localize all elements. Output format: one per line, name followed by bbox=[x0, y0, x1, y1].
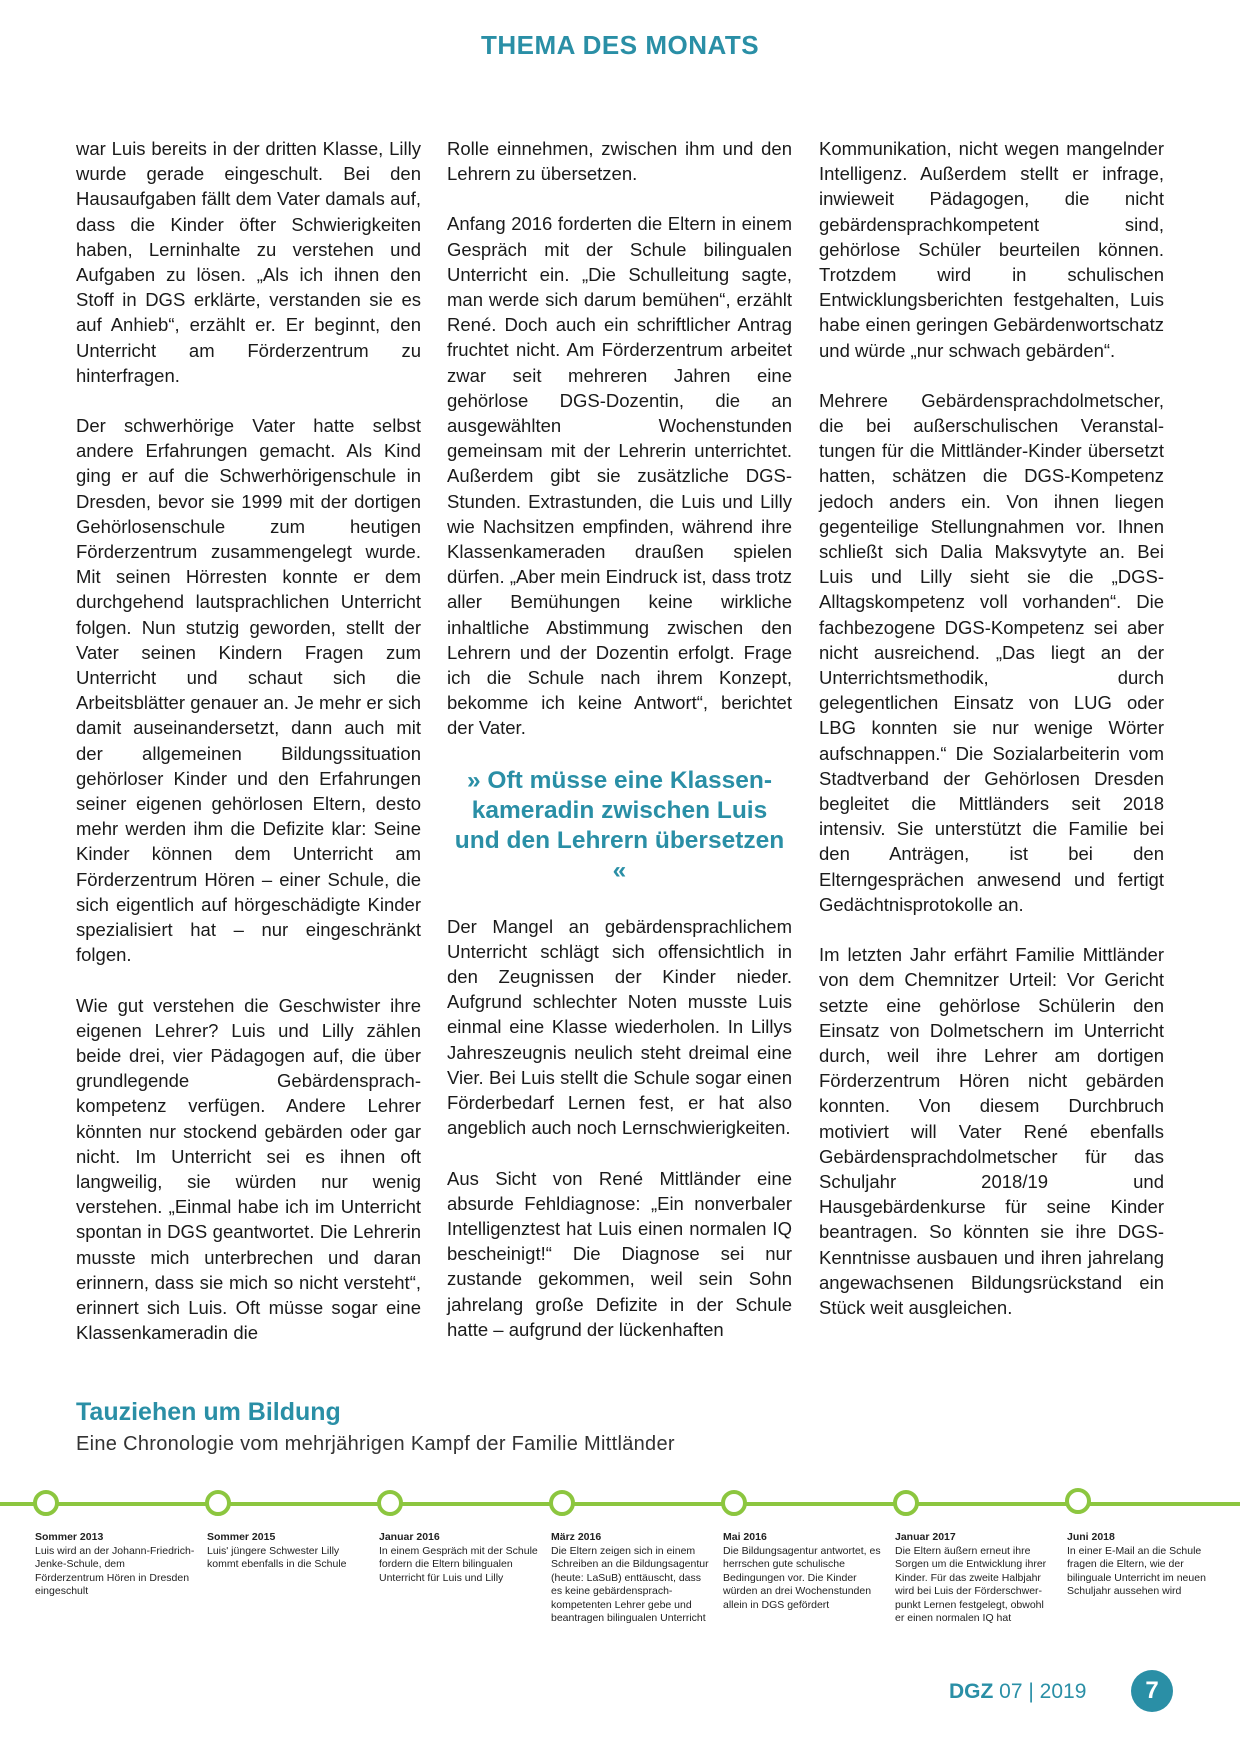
timeline-dot bbox=[33, 1490, 59, 1516]
paragraph: war Luis bereits in der dritten Klasse, Lilly wurde gerade eingeschult. Bei den Hausaufgaben fällt dem Vater damals auf, dass die Kinder öfter Schwierigkeiten haben, Lerninhalte zu verstehen und Aufgaben zu lösen. „Als ich ihnen den Stoff in DGS erklärte, verstanden sie es auf Anhieb“, erzählt er. Er beginnt, den Unterricht am Förderzentrum zu hinterfragen. bbox=[76, 138, 421, 386]
timeline-dot bbox=[721, 1490, 747, 1516]
paragraph: Im letzten Jahr erfährt Familie Mittländer von dem Chemnitzer Urteil: Vor Gericht setzte eine gehörlose Schülerin den Einsatz von Dolmetschern im Unterricht durch, weil ihre Lehrer am dortigen Förderzentrum Hören nicht gebärden konnten. Von diesem Durchbruch motiviert will Vater René ebenfalls Gebärdensprachdolmetscher für das Schuljahr 2018/19 und Hausgebärdenkurse für seine Kinder beantragen. So könnten sie ihre DGS-Kenntnisse ausbauen und ihren jahrelang angewachsenen Bildungsrückstand ein Stück weit ausgleichen. bbox=[819, 944, 1164, 1318]
paragraph: Mehrere Gebärdensprachdolmetscher, die bei außerschulischen Veranstal-tungen für die Mittländer-Kinder übersetzt hatten, schätzen die DGS-Kompetenz jedoch anders ein. Von ihnen liegen gegenteilige Stellungnahmen vor. Ihnen schließt sich Dalia Maksvytyte an. Bei Luis und Lilly sieht sie die „DGS-Alltagskompetenz voll vorhanden“. Die fachbezogene DGS-Kompetenz sei aber nicht ausreichend. „Das liegt an der Unterrichtsmethodik, durch gelegentlichen Einsatz von LUG oder LBG konnten sie nur wenige Wörter aufschnappen.“ Die Sozialarbeiterin vom Stadtverband der Gehörlosen Dresden begleitet die Mittländers seit 2018 intensiv. Sie unterstützt die Familie bei den Anträgen, ist bei den Elterngesprächen anwesend und fertigt Gedächtnisprotokolle an. bbox=[819, 389, 1164, 915]
timeline-item bbox=[35, 1531, 195, 1599]
column-3 bbox=[819, 136, 1164, 1345]
timeline-dot bbox=[1065, 1488, 1091, 1514]
timeline-item bbox=[1067, 1531, 1227, 1599]
timeline-date: Januar 2016 bbox=[379, 1531, 440, 1543]
timeline-dot bbox=[377, 1490, 403, 1516]
page-header: THEMA DES MONATS bbox=[480, 30, 760, 60]
paragraph: Kommunikation, nicht wegen mangelnder Intelligenz. Außerdem stellt er infrage, inwieweit Pädagogen, die nicht gebärdensprachkompetent sind, gehörlose Schüler beurteilen können. Trotzdem wird in schulischen Entwicklungsberichten festgehalten, Luis habe einen geringen Gebärdenwortschatz und würde „nur schwach gebärden“. bbox=[819, 138, 1164, 361]
timeline-item bbox=[895, 1531, 1055, 1626]
timeline-date: Sommer 2015 bbox=[207, 1531, 276, 1543]
footer-issue bbox=[949, 1680, 1086, 1704]
timeline-line bbox=[0, 1502, 1240, 1506]
paragraph: Der Mangel an gebärdensprachlichem Unterricht schlägt sich offensichtlich in den Zeugnissen der Kinder nieder. Aufgrund schlechter Noten musste Luis einmal eine Klasse wiederholen. In Lillys Jahreszeugnis neulich steht dreimal eine Vier. Bei Luis stellt die Schule sogar einen Förderbedarf Lernen fest, er hat also angeblich auch noch Lernschwierigkeiten. bbox=[447, 915, 792, 1139]
timeline-text: Die Eltern äußern erneut ihre Sorgen um die Entwicklung ihrer Kinder. Für das zweite Halbjahr wird bei Luis der Förderschwer-punkt Lernen festgelegt, obwohl er einen normalen IQ hat bbox=[895, 1544, 1047, 1624]
timeline-item bbox=[379, 1531, 539, 1585]
page-number: 7 bbox=[1131, 1670, 1173, 1712]
column-2 bbox=[447, 136, 792, 1367]
magazine-brand: DGZ bbox=[949, 1680, 994, 1703]
timeline-text: Luis' jüngere Schwester Lilly kommt ebenfalls in die Schule bbox=[207, 1544, 347, 1570]
timeline-text: Die Eltern zeigen sich in einem Schreiben an die Bildungsagentur (heute: LaSuB) enttäuscht, dass es keine gebärdensprach-kompetenten Lehrer gebe und beantragen bilingualen Unterricht bbox=[551, 1544, 709, 1624]
timeline-date: März 2016 bbox=[551, 1531, 602, 1543]
timeline-text: In einem Gespräch mit der Schule fordern die Eltern bilingualen Unterricht für Luis und Lilly bbox=[379, 1544, 538, 1584]
paragraph: Der schwerhörige Vater hatte selbst andere Erfahrungen gemacht. Als Kind ging er auf die Schwerhörigenschule in Dresden, bevor sie 1999 mit der dortigen Gehörlosenschule zum heutigen Förderzentrum zusammengelegt wurde. Mit seinen Hörresten konnte er dem durchgehend lautsprachlichen Unterricht folgen. Nun stutzig geworden, stellt der Vater seinen Kindern Fragen zum Unterricht und schaut sich die Arbeitsblätter genauer an. Je mehr er sich damit auseinandersetzt, dann auch mit der allgemeinen Bildungssituation gehörloser Kinder und den Erfahrungen seiner eigenen gehörlosen Eltern, desto mehr werden ihm die Defizite klar: Seine Kinder können dem Unterricht am Förderzentrum Hören – einer Schule, die sich eigentlich auf hörgeschädigte Kinder spezialisiert hat – nur eingeschränkt folgen. bbox=[76, 415, 421, 966]
timeline-item bbox=[723, 1531, 883, 1612]
timeline-text: Die Bildungsagentur antwortet, es herrschen gute schulische Bedingungen vor. Die Kinder würden an drei Wochenstunden allein in DGS gefördert bbox=[723, 1544, 881, 1611]
timeline-dot bbox=[893, 1490, 919, 1516]
paragraph: Anfang 2016 forderten die Eltern in einem Gespräch mit der Schule bilingualen Unterricht ein. „Die Schulleitung sagte, man werde sich darum bemühen“, erzählt René. Doch auch ein schriftlicher Antrag fruchtet nicht. Am Förderzentrum arbeitet zwar seit mehreren Jahren eine gehörlose DGS-Dozentin, die an ausgewählten Wochenstunden gemeinsam mit der Lehrerin unterrichtet. Außerdem gibt sie zusätzliche DGS-Stunden. Extrastunden, die Luis und Lilly wie Nachsitzen empfinden, während ihre Klassenkameraden draußen spielen dürfen. „Aber mein Eindruck ist, dass trotz aller Bemühungen keine wirkliche inhaltliche Abstimmung zwischen den Lehrern und der Dozentin erfolgt. Frage ich die Schule nach ihrem Konzept, bekomme ich keine Antwort“, berichtet der Vater. bbox=[447, 213, 792, 739]
timeline-dot bbox=[205, 1490, 231, 1516]
timeline-date: Juni 2018 bbox=[1067, 1531, 1115, 1543]
timeline-item bbox=[551, 1531, 711, 1626]
paragraph: Wie gut verstehen die Geschwister ihre eigenen Lehrer? Luis und Lilly zählen beide drei, vier Pädagogen auf, die über grundlegende Gebärdensprach-kompetenz verfügen. Andere Lehrer könnten nur stockend gebärden oder gar nicht. Im Unterricht sei es ihnen oft langweilig, sie würden nur wenig verstehen. „Einmal habe ich im Unterricht spontan in DGS geantwortet. Die Lehrerin musste mich unterbrechen und daran erinnern, dass sie mich so nicht versteht“, erinnert sich Luis. Oft müsse sogar eine Klassenkameradin die bbox=[76, 994, 421, 1344]
timeline-date: Mai 2016 bbox=[723, 1531, 767, 1543]
timeline-subtitle: Eine Chronologie vom mehrjährigen Kampf der Familie Mittländer bbox=[76, 1433, 675, 1455]
issue-number: 07 | 2019 bbox=[999, 1680, 1087, 1703]
timeline-date: Sommer 2013 bbox=[35, 1531, 104, 1543]
timeline-text: In einer E-Mail an die Schule fragen die Eltern, wie der bilinguale Unterricht im neuen Schuljahr aussehen wird bbox=[1067, 1544, 1206, 1597]
timeline-dot bbox=[549, 1490, 575, 1516]
timeline-title: Tauziehen um Bildung bbox=[76, 1398, 341, 1426]
paragraph: Aus Sicht von René Mittländer eine absurde Fehldiagnose: „Ein nonverbaler Intelligenztest hat Luis einen normalen IQ bescheinigt!“ Die Diagnose sei nur zustande gekommen, weil sein Sohn jahrelang große Defizite in der Schule hatte – aufgrund der lückenhaften bbox=[447, 1167, 792, 1340]
column-1 bbox=[76, 136, 421, 1370]
timeline-date: Januar 2017 bbox=[895, 1531, 956, 1543]
pull-quote: » Oft müsse eine Klassen-kameradin zwischen Luis und den Lehrern übersetzen « bbox=[454, 766, 785, 884]
timeline-item bbox=[207, 1531, 367, 1572]
paragraph: Rolle einnehmen, zwischen ihm und den Lehrern zu übersetzen. bbox=[447, 138, 792, 185]
timeline-text: Luis wird an der Johann-Friedrich-Jenke-Schule, dem Förderzentrum Hören in Dresden eingeschult bbox=[35, 1544, 195, 1597]
